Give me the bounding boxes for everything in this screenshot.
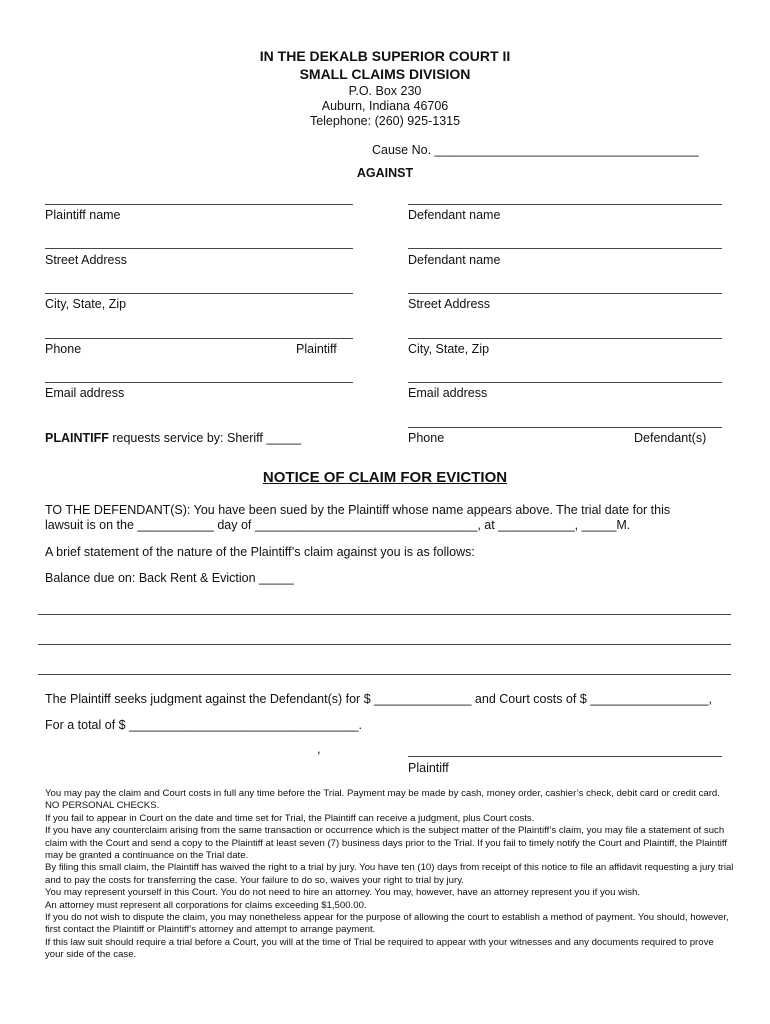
plaintiff-signature-label: Plaintiff [408,761,449,775]
judgment-amount-line[interactable]: The Plaintiff seeks judgment against the Defendant(s) for $ ______________ and Court costs of $ _________________, [45,692,712,706]
plaintiff-email-line[interactable] [45,382,353,383]
plaintiff-city-line[interactable] [45,293,353,294]
plaintiff-street-line[interactable] [45,248,353,249]
service-request [45,431,301,445]
defendant-city-line[interactable] [408,338,722,339]
service-request-text[interactable]: requests service by: Sheriff _____ [108,431,302,445]
defendant-name1-line[interactable] [408,204,722,205]
fine-print-instructions [45,788,735,962]
balance-due-line[interactable]: Balance due on: Back Rent & Eviction _____ [45,571,294,585]
cause-number-field[interactable]: Cause No. ______________________________________ [372,143,699,157]
plaintiff-street-label: Street Address [45,253,127,267]
claim-statement-line-1[interactable] [38,614,731,615]
notice-defendant-line1: TO THE DEFENDANT(S): You have been sued by the Plaintiff whose name appears above. The trial date for this [45,503,671,517]
against-label: AGAINST [356,166,414,180]
plaintiff-signature-line[interactable] [408,756,722,757]
claim-statement-label: A brief statement of the nature of the Plaintiff’s claim against you is as follows: [45,545,475,559]
defendant-city-label: City, State, Zip [408,342,490,356]
court-telephone: Telephone: (260) 925-1315 [309,114,461,128]
defendant-role-label: Defendant(s) [634,431,707,445]
plaintiff-phone-label: Phone [45,342,82,356]
fine-print-corporations: An attorney must represent all corporations for claims exceeding $1,500.00. [45,899,367,911]
claim-statement-line-2[interactable] [38,644,731,645]
court-division: SMALL CLAIMS DIVISION [299,66,471,82]
fine-print-trial-evidence: If this law suit should require a trial before a Court, you will at the time of Trial be required to appear with your witnesses and any documents required to prove your side of the case. [45,936,714,961]
fine-print-payment-method: If you do not wish to dispute the claim, you may nonetheless appear for the purpose of allowing the court to establish a method of payment. You should, however, first contact the Plaintiff or Plaintiff’s attorney and attempt to arrange payment. [45,912,729,936]
defendant-email-line[interactable] [408,382,722,383]
plaintiff-name-line[interactable] [45,204,353,205]
defendant-street-line[interactable] [408,293,722,294]
plaintiff-name-label: Plaintiff name [45,208,121,222]
court-name: IN THE DEKALB SUPERIOR COURT II [259,48,511,64]
stray-comma: , [317,742,321,756]
defendant-phone-label: Phone [408,431,445,445]
plaintiff-role-label: Plaintiff [296,342,337,356]
plaintiff-phone-line[interactable] [45,338,353,339]
defendant-email-label: Email address [408,386,488,400]
service-request-bold: PLAINTIFF [45,431,109,445]
notice-trial-date-line[interactable]: lawsuit is on the ___________ day of ________________________________, at ___________, _____M. [45,518,631,532]
fine-print-failure-to-appear: If you fail to appear in Court on the date and time set for Trial, the Plaintiff can receive a judgment, plus Court costs. [45,812,535,824]
notice-title: NOTICE OF CLAIM FOR EVICTION [262,469,508,486]
plaintiff-city-label: City, State, Zip [45,297,127,311]
plaintiff-email-label: Email address [45,386,125,400]
fine-print-jury-waiver: By filing this small claim, the Plaintiff has waived the right to a trial by jury. You have ten (10) days from receipt of this notice to file an affidavit requesting a jury trial and to pay the costs for transferring the case. Your failure to do so, waives your right to trial by jury. [45,862,734,886]
claim-statement-line-3[interactable] [38,674,731,675]
defendant-street-label: Street Address [408,297,490,311]
defendant-name2-line[interactable] [408,248,722,249]
fine-print-self-representation: You may represent yourself in this Court. You do not need to hire an attorney. You may, however, have an attorney represent you if you wish. [45,887,640,899]
court-address-line2: Auburn, Indiana 46706 [321,99,449,113]
court-address-line1: P.O. Box 230 [348,84,422,98]
defendant-name1-label: Defendant name [408,208,501,222]
total-amount-line[interactable]: For a total of $ _________________________________. [45,718,362,732]
defendant-name2-label: Defendant name [408,253,501,267]
fine-print-counterclaim: If you have any counterclaim arising from the same transaction or occurrence which is the subject matter of the Plaintiff’s claim, you may file a statement of such claim with the Court and send a copy to the Plaintiff at least seven (7) business days prior to the Trial. If you fail to timely notify the Court and Plaintiff, the Plaintiff may be granted a continuance on the Trial date. [45,825,728,862]
defendant-phone-line[interactable] [408,427,722,428]
fine-print-payment: You may pay the claim and Court costs in full any time before the Trial. Payment may be made by cash, money order, cashier’s check, debit card or credit card. NO PERSONAL CHECKS. [45,788,720,812]
